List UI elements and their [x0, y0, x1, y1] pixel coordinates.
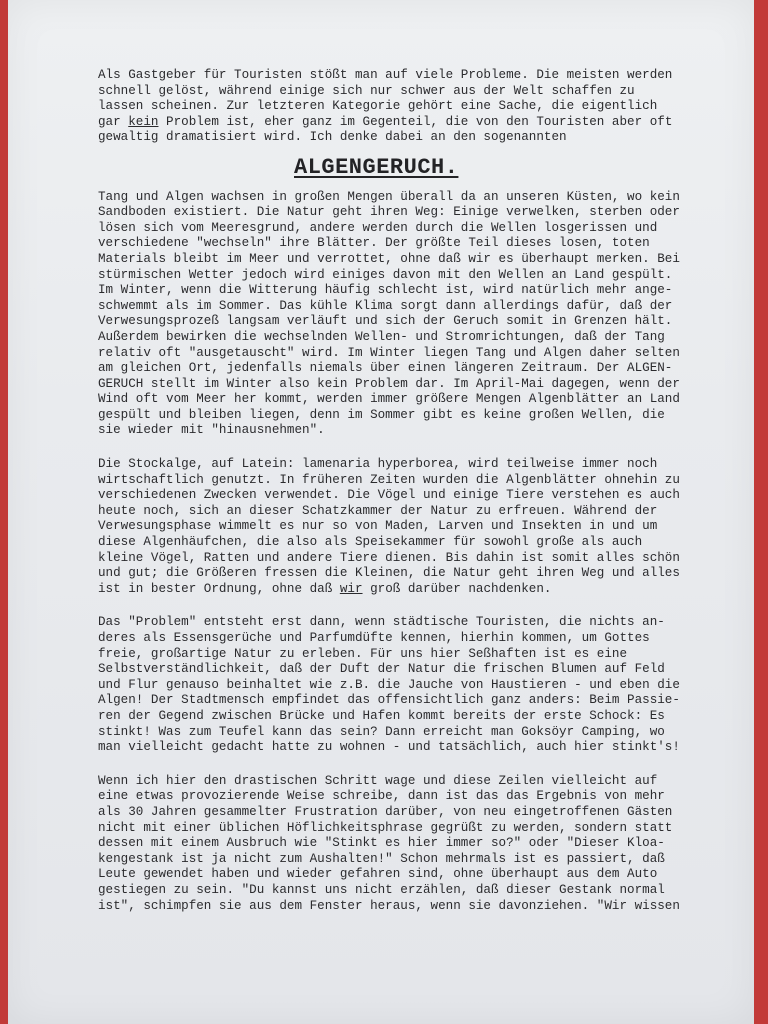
text-line: und gut; die Größeren fressen die Kleinen, die Natur geht ihren Weg und alles	[98, 566, 680, 581]
text-line: nicht mit einer üblichen Höflichkeitsphrase gegrüßt zu werden, sondern statt	[98, 820, 673, 835]
paragraph-3	[98, 615, 690, 755]
text-line: und Flur genauso beinhaltet wie z.B. die Jauche von Haustieren - und eben die	[98, 677, 680, 692]
paragraph-2	[98, 457, 690, 597]
text-line: Leute gewendet haben und wieder gefahren sind, ohne überhaupt aus dem Auto	[98, 867, 658, 882]
text-line: dessen mit einem Ausbruch wie "Stinkt es hier immer so?" oder "Dieser Kloa-	[98, 836, 665, 851]
text-line: Außerdem bewirken die wechselnden Wellen- und Stromrichtungen, daß der Tang	[98, 329, 665, 344]
underlined-word: kein	[128, 114, 159, 129]
text-line: verschiedene "wechseln" ihre Blätter. Der größte Teil dieses losen, toten	[98, 236, 650, 251]
text-line: Verwesungsphase wimmelt es nur so von Maden, Larven und Insekten in und um	[98, 519, 658, 534]
text-line: relativ oft "ausgetauscht" wird. Im Winter liegen Tang und Algen daher selten	[98, 345, 680, 360]
text-line: Selbstverständlichkeit, daß der Duft der Natur die frischen Blumen auf Feld	[98, 662, 665, 677]
document-body	[98, 68, 690, 914]
text-span: groß darüber nachdenken.	[362, 581, 552, 596]
underlined-word: wir	[339, 581, 363, 596]
text-line: eine etwas provozierende Weise schreibe, dann ist das das Ergebnis von mehr	[98, 789, 665, 804]
text-line: sie wieder mit "hinausnehmen".	[98, 423, 325, 438]
text-line: kengestank ist ja nicht zum Aushalten!" Schon mehrmals ist es passiert, daß	[98, 851, 665, 866]
paper-sheet	[8, 0, 754, 1024]
text-line: gespült und bleiben liegen, denn im Sommer gibt es keine großen Wellen, die	[98, 407, 665, 422]
text-line: Algen! Der Stadtmensch empfindet das offensichtlich ganz anders: Beim Passie-	[98, 693, 680, 708]
text-span: gar	[98, 114, 129, 129]
text-line: verschiedenen Zwecken verwendet. Die Vögel und einige Tiere verstehen es auch	[98, 488, 680, 503]
paragraph-gap	[98, 597, 690, 615]
text-line: deres als Essensgerüche und Parfumdüfte kennen, hierhin kommen, um Gottes	[98, 631, 650, 645]
text-line: Als Gastgeber für Touristen stößt man auf viele Probleme. Die meisten werden	[98, 68, 673, 82]
heading: ALGENGERUCH.	[294, 154, 459, 180]
text-line: Im Winter, wenn die Witterung häufig schlecht ist, wird natürlich mehr ange-	[98, 283, 673, 298]
text-line: stinkt! Was zum Teufel kann das sein? Dann erreicht man Goksöyr Camping, wo	[98, 724, 665, 739]
text-line: schwemmt als im Sommer. Das kühle Klima sorgt dann allerdings dafür, daß der	[98, 298, 673, 313]
text-line: heute noch, sich an dieser Schatzkammer der Natur zu erfreuen. Während der	[98, 503, 658, 518]
text-line: Tang und Algen wachsen in großen Mengen überall da an unseren Küsten, wo kein	[98, 189, 680, 204]
paragraph-1	[98, 190, 690, 440]
paragraph-gap	[98, 439, 690, 457]
text-line: Sandboden existiert. Die Natur geht ihren Weg: Einige verwelken, sterben oder	[98, 205, 680, 220]
text-line: Verwesungsprozeß langsam verläuft und sich der Geruch somit in Grenzen hält.	[98, 314, 673, 329]
text-line: gewaltig dramatisiert wird. Ich denke dabei an den sogenannten	[98, 130, 567, 145]
text-line	[98, 115, 690, 131]
text-line: ist", schimpfen sie aus dem Fenster heraus, wenn sie davonziehen. "Wir wissen	[98, 898, 680, 913]
text-line: wirtschaftlich genutzt. In früheren Zeiten wurden die Algenblätter ohnehin zu	[98, 472, 680, 487]
text-line: lassen scheinen. Zur letzteren Kategorie gehört eine Sache, die eigentlich	[98, 99, 658, 114]
text-line: lösen sich vom Meeresgrund, andere werden durch die Wellen losgerissen und	[98, 220, 658, 235]
intro-paragraph	[98, 68, 690, 146]
text-line: ren der Gegend zwischen Brücke und Hafen kommt bereits der erste Schock: Es	[98, 708, 665, 723]
text-line: stürmischen Wetter jedoch wird einiges davon mit den Wellen an Land gespült.	[98, 267, 673, 282]
text-line: diese Algenhäufchen, die also als Speisekammer für sowohl große als auch	[98, 535, 643, 550]
text-line: Wind oft vom Meer her kommt, werden immer größere Mengen Algenblätter an Land	[98, 392, 680, 407]
text-line: gestiegen zu sein. "Du kannst uns nicht erzählen, daß dieser Gestank normal	[98, 882, 665, 897]
text-line: Wenn ich hier den drastischen Schritt wage und diese Zeilen vielleicht auf	[98, 773, 658, 788]
text-line: kleine Vögel, Ratten und andere Tiere dienen. Bis dahin ist somit alles schön	[98, 550, 680, 565]
paragraph-gap	[98, 756, 690, 774]
text-line: man vielleicht gedacht hatte zu wohnen - und tatsächlich, auch hier stinkt's!	[98, 740, 680, 755]
text-line: schnell gelöst, während einige sich nur schwer aus der Welt schaffen zu	[98, 83, 635, 98]
paragraph-4	[98, 774, 690, 914]
text-line: Die Stockalge, auf Latein: lamenaria hyperborea, wird teilweise immer noch	[98, 457, 658, 472]
text-line: am gleichen Ort, jedenfalls niemals über einen längeren Zeitraum. Der ALGEN-	[98, 361, 673, 376]
text-span: Problem ist, eher ganz im Gegenteil, die von den Touristen aber oft	[158, 114, 673, 129]
text-line: freie, großartige Natur zu erleben. Für uns hier Seßhaften ist es eine	[98, 646, 628, 661]
text-line: GERUCH stellt im Winter also kein Problem dar. Im April-Mai dagegen, wenn der	[98, 376, 680, 391]
text-line	[98, 582, 690, 598]
text-span: ist in bester Ordnung, ohne daß	[98, 581, 340, 596]
text-line: als 30 Jahren gesammelter Frustration darüber, von neu eingetroffenen Gästen	[98, 804, 673, 819]
text-line: Das "Problem" entsteht erst dann, wenn städtische Touristen, die nichts an-	[98, 615, 665, 630]
text-line: Materials bleibt im Meer und verrottet, ohne daß wir es überhaupt merken. Bei	[98, 251, 680, 266]
